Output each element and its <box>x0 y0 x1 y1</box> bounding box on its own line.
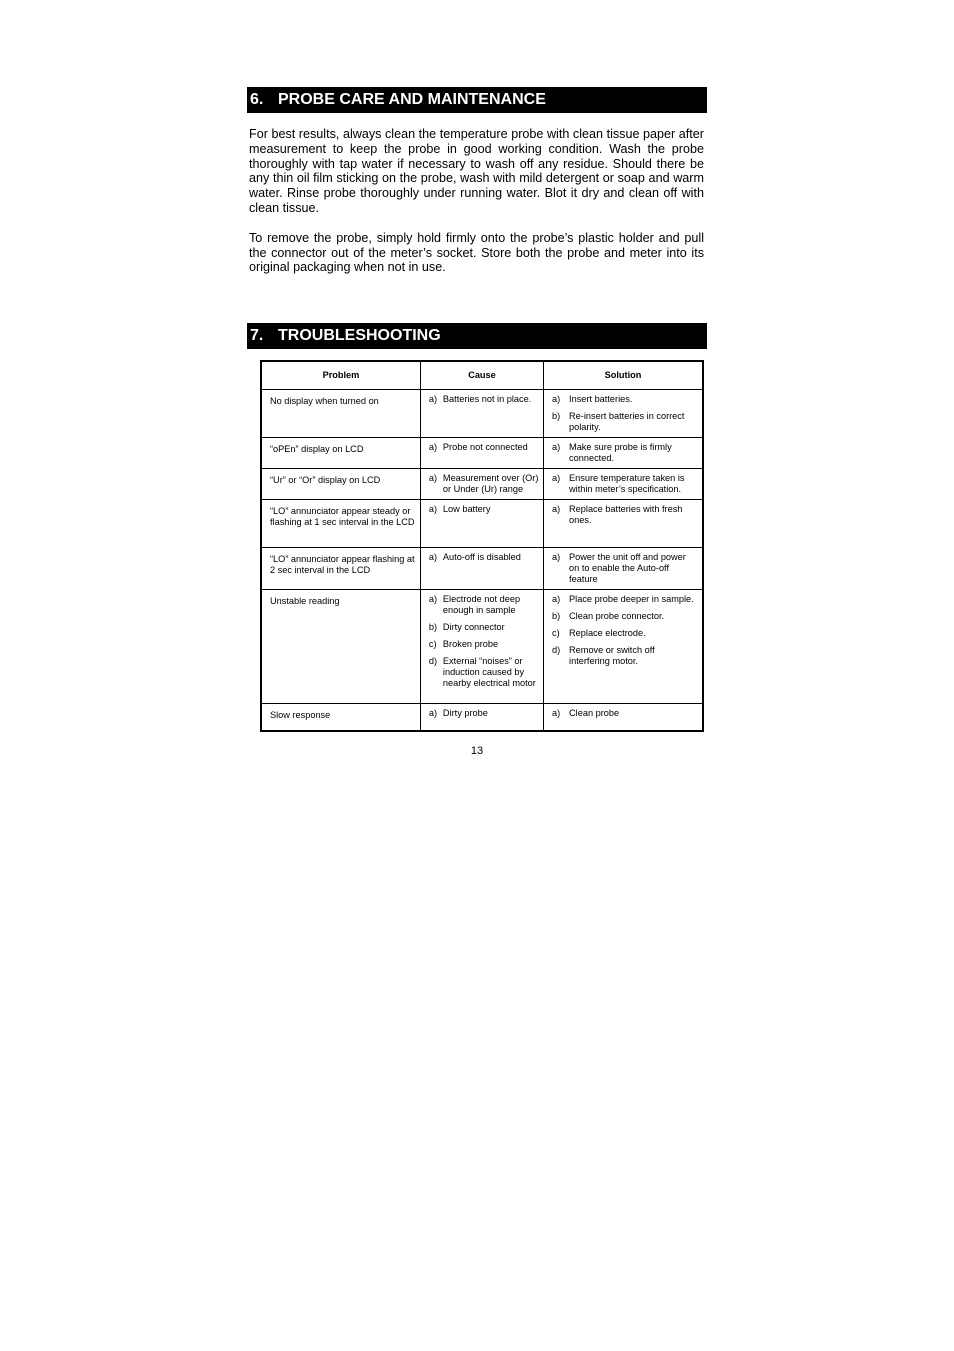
list-item <box>429 622 539 633</box>
list-item <box>552 611 698 622</box>
section-6-number: 6. <box>250 91 264 108</box>
header-problem: Problem <box>261 361 420 390</box>
cause-cell <box>420 469 543 500</box>
table-body <box>261 390 703 731</box>
item-marker: a) <box>428 708 438 719</box>
item-marker: a) <box>552 473 561 484</box>
solution-cell <box>544 704 703 731</box>
cause-cell <box>420 438 543 469</box>
list-item <box>429 552 539 563</box>
problem-cell: “Ur” or “Or” display on LCD <box>261 469 420 500</box>
item-text: Power the unit off and power on to enable the Auto-off feature <box>569 552 686 585</box>
header-solution: Solution <box>544 361 703 390</box>
problem-cell: “oPEn” display on LCD <box>261 438 420 469</box>
problem-cell: Unstable reading <box>261 590 420 704</box>
solution-cell <box>544 590 703 704</box>
page-number: 13 <box>470 745 484 757</box>
cause-cell <box>420 548 543 590</box>
cause-cell <box>420 590 543 704</box>
item-text: Broken probe <box>442 639 499 650</box>
item-marker: a) <box>428 504 438 515</box>
probe-care-paragraph-1: For best results, always clean the temperature probe with clean tissue paper after measurement to keep the probe in good working condition. Wash the probe thoroughly with tap water if necessary to wash off any residue. Should there be any thin oil film sticking on the probe, wash with mild detergent or soap and warm water. Rinse probe thoroughly under running water. Blot it dry and clean off with clean tissue. <box>249 127 704 215</box>
solution-cell <box>544 500 703 548</box>
problem-cell: “LO” annunciator appear steady or flashing at 1 sec interval in the LCD <box>261 500 420 548</box>
list-item <box>429 473 539 495</box>
solution-cell <box>544 438 703 469</box>
item-marker: a) <box>428 552 438 563</box>
item-marker: b) <box>428 622 438 633</box>
item-marker: d) <box>428 656 438 667</box>
item-text: External “noises” or induction caused by nearby electrical motor <box>442 656 536 689</box>
item-text: Measurement over (Or) or Under (Ur) range <box>442 473 539 495</box>
item-text: Replace electrode. <box>569 628 646 639</box>
list-item <box>429 594 539 616</box>
item-text: Auto-off is disabled <box>442 552 521 563</box>
item-text: Clean probe <box>569 708 620 719</box>
list-item <box>552 594 698 605</box>
probe-care-paragraph-2: To remove the probe, simply hold firmly onto the probe’s plastic holder and pull the connector out of the meter’s socket. Store both the probe and meter into its original packaging when not in use. <box>249 230 704 275</box>
section-6-title: PROBE CARE AND MAINTENANCE <box>278 91 546 108</box>
item-marker: d) <box>552 645 561 656</box>
item-text: Replace batteries with fresh ones. <box>569 504 683 526</box>
item-text: Dirty connector <box>442 622 505 633</box>
item-text: Dirty probe <box>442 708 488 719</box>
page-content <box>247 87 707 732</box>
item-marker: a) <box>428 442 438 453</box>
list-item <box>429 504 539 515</box>
item-marker: a) <box>428 473 438 484</box>
list-item <box>552 552 698 585</box>
header-cause: Cause <box>420 361 543 390</box>
list-item <box>552 411 698 433</box>
item-marker: b) <box>552 611 561 622</box>
item-text: Clean probe connector. <box>569 611 665 622</box>
list-item <box>552 442 698 464</box>
item-marker: a) <box>428 394 438 405</box>
item-marker: c) <box>552 628 560 639</box>
item-text: Probe not connected <box>442 442 528 453</box>
table-row <box>261 590 703 704</box>
item-marker: a) <box>552 594 561 605</box>
table-row <box>261 548 703 590</box>
item-marker: b) <box>552 411 561 422</box>
cause-cell <box>420 500 543 548</box>
item-text: Insert batteries. <box>569 394 633 405</box>
item-marker: a) <box>552 708 561 719</box>
item-text: Remove or switch off interfering motor. <box>569 645 655 667</box>
list-item <box>552 628 698 639</box>
item-text: Make sure probe is firmly connected. <box>569 442 672 464</box>
solution-cell <box>544 390 703 438</box>
item-marker: a) <box>552 442 561 453</box>
table-row <box>261 390 703 438</box>
item-marker: a) <box>552 552 561 563</box>
problem-cell: No display when turned on <box>261 390 420 438</box>
table-row <box>261 438 703 469</box>
list-item <box>552 394 698 405</box>
item-marker: a) <box>428 594 438 605</box>
problem-cell: Slow response <box>261 704 420 731</box>
problem-cell: “LO” annunciator appear flashing at 2 sec interval in the LCD <box>261 548 420 590</box>
item-text: Electrode not deep enough in sample <box>442 594 521 616</box>
table-header-row <box>261 361 703 390</box>
table-row <box>261 500 703 548</box>
solution-cell <box>544 548 703 590</box>
table-row <box>261 704 703 731</box>
cause-cell <box>420 704 543 731</box>
list-item <box>552 473 698 495</box>
item-text: Re-insert batteries in correct polarity. <box>569 411 685 433</box>
cause-cell <box>420 390 543 438</box>
item-text: Batteries not in place. <box>442 394 532 405</box>
list-item <box>552 504 698 526</box>
list-item <box>429 394 539 405</box>
section-6-heading <box>247 87 707 113</box>
item-marker: a) <box>552 504 561 515</box>
item-text: Place probe deeper in sample. <box>569 594 694 605</box>
list-item <box>429 442 539 453</box>
section-7-number: 7. <box>250 327 264 345</box>
item-text: Ensure temperature taken is within meter’s specification. <box>569 473 685 495</box>
item-marker: c) <box>428 639 437 650</box>
list-item <box>552 708 698 719</box>
section-7-heading <box>247 323 707 349</box>
list-item <box>429 639 539 650</box>
solution-cell <box>544 469 703 500</box>
table-row <box>261 469 703 500</box>
list-item <box>429 656 539 689</box>
list-item <box>552 645 698 667</box>
section-7-title: TROUBLESHOOTING <box>278 327 441 345</box>
list-item <box>429 708 539 719</box>
troubleshooting-table <box>260 360 704 732</box>
item-text: Low battery <box>442 504 491 515</box>
item-marker: a) <box>552 394 561 405</box>
